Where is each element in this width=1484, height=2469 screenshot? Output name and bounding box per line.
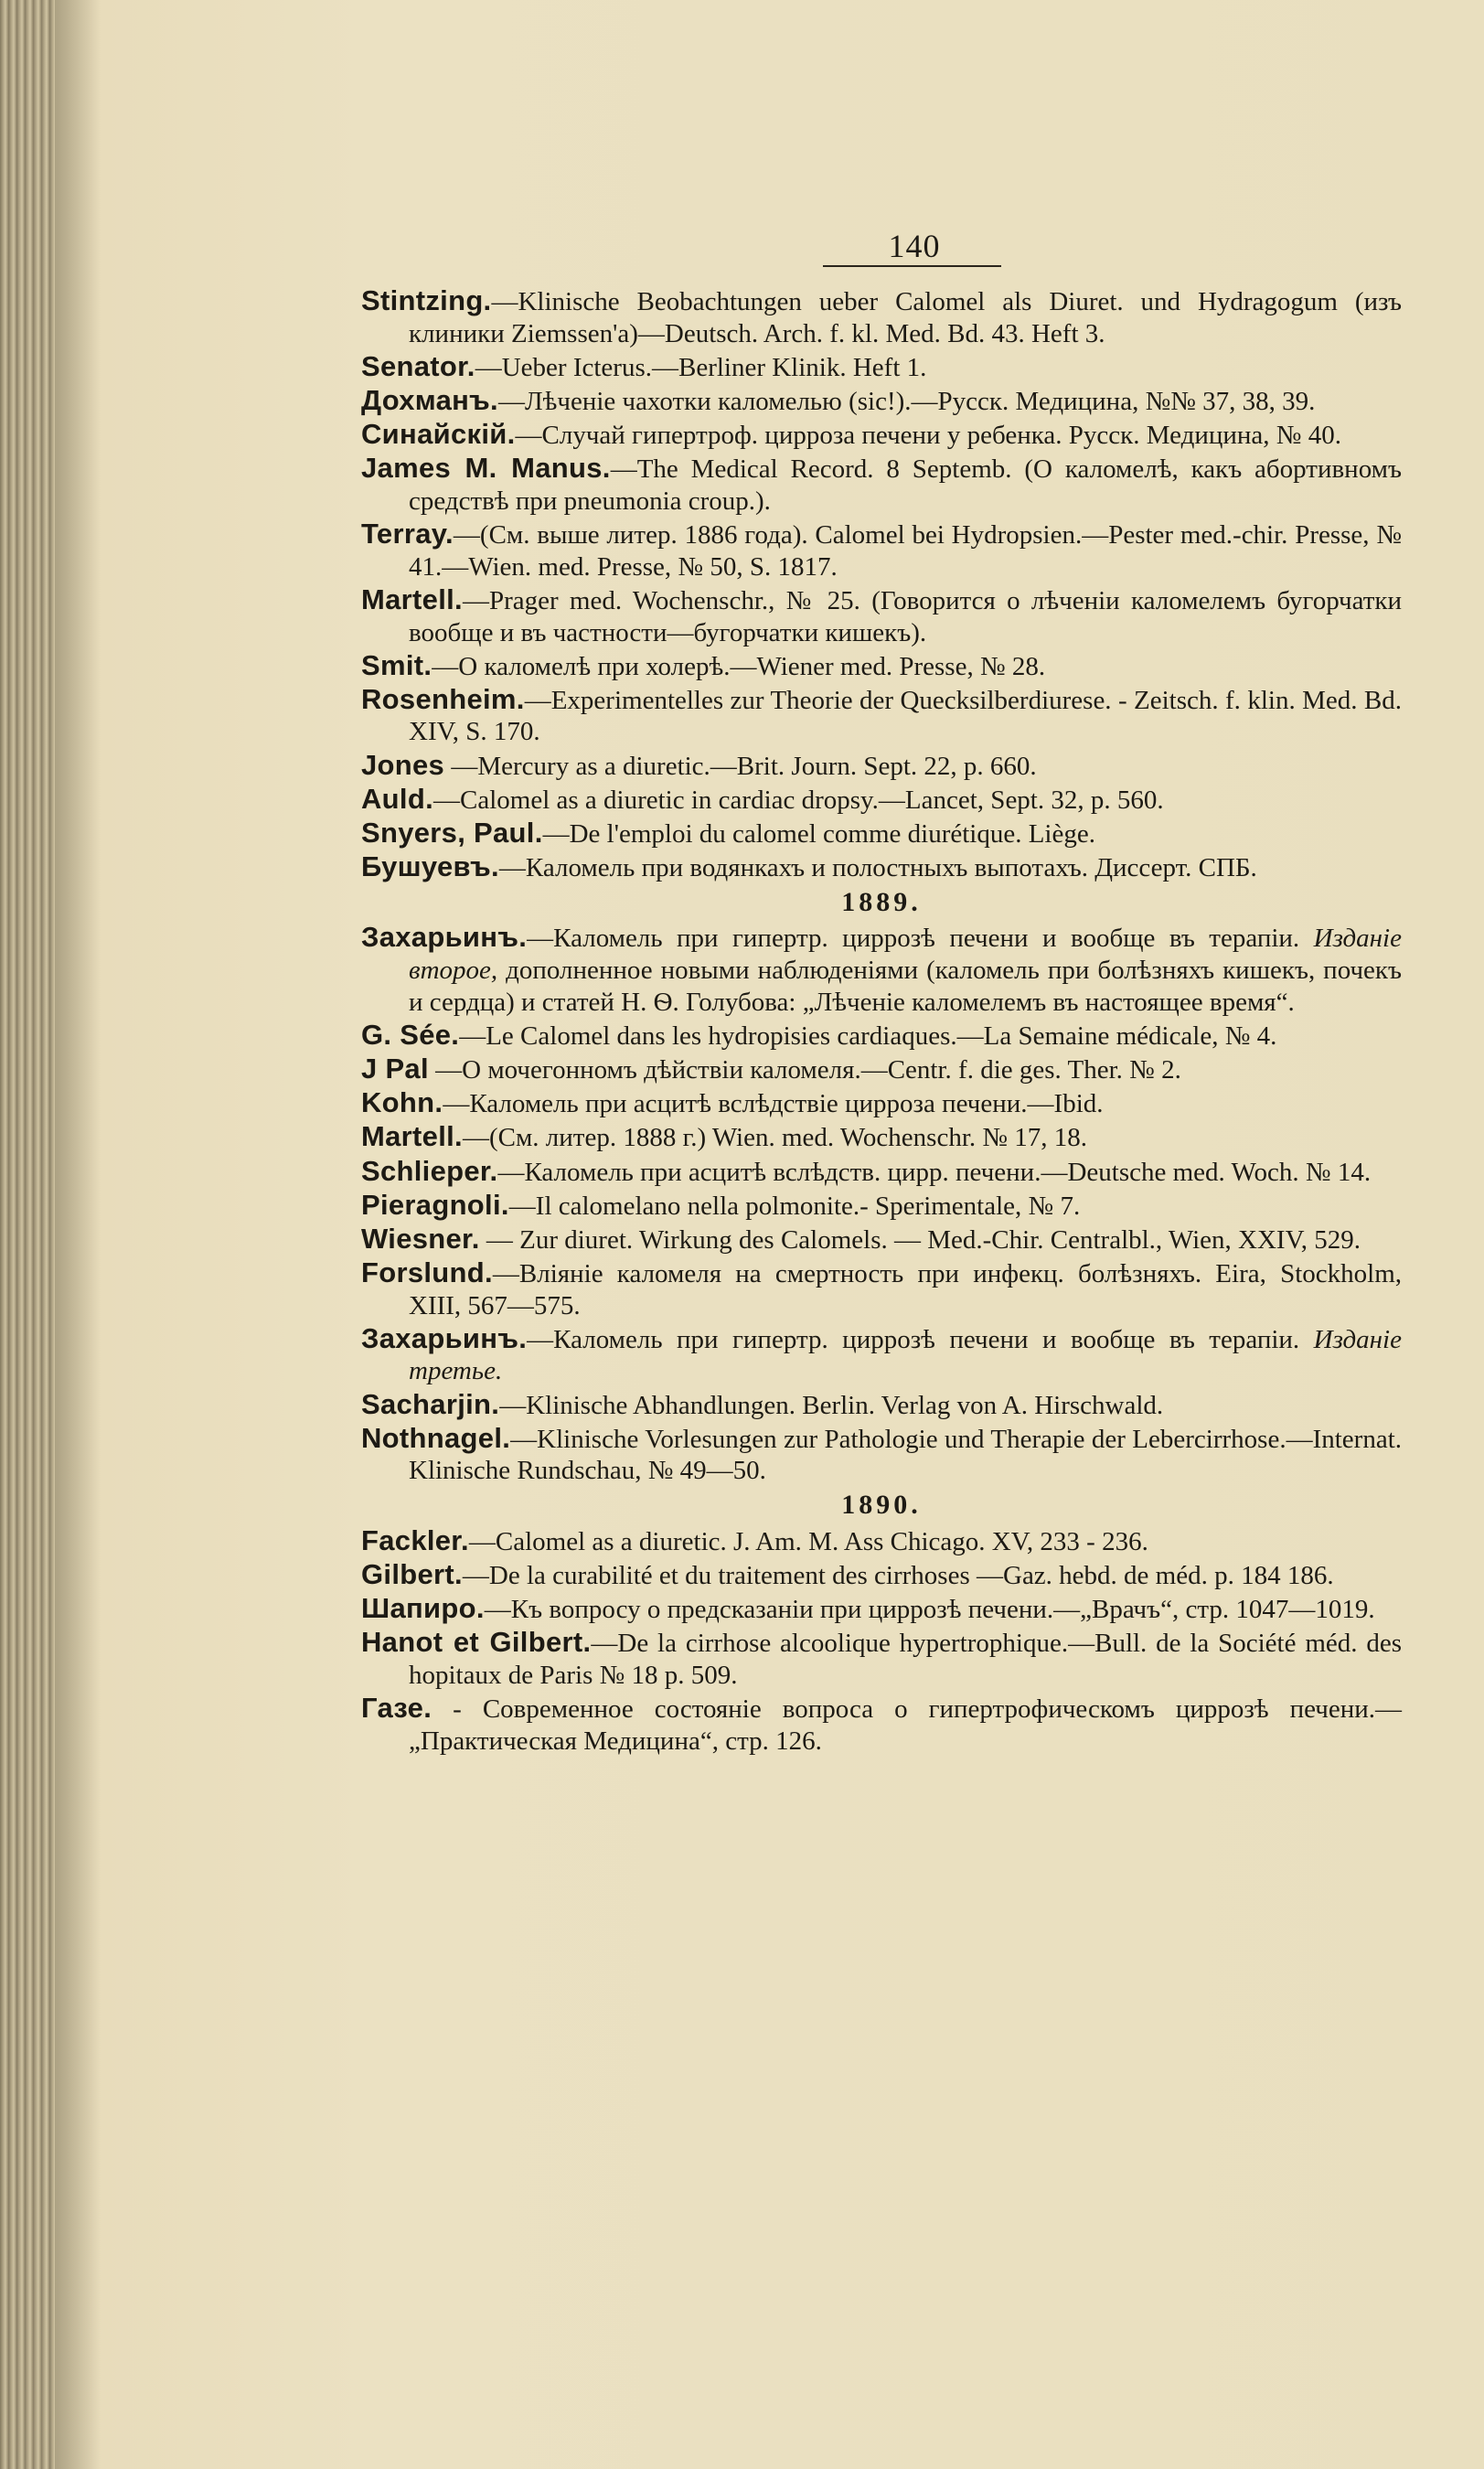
entry-text: —Calomel as a diuretic. J. Am. M. Ass Chicago. XV, 233 - 236. [468, 1526, 1148, 1556]
author-name: Jones [361, 748, 445, 781]
author-name: Martell. [361, 583, 463, 615]
entry-text: —Ueber Icterus.—Berliner Klinik. Heft 1. [475, 352, 927, 382]
bibliography-entry [361, 1020, 1402, 1053]
entry-text: —Каломель при гипертр. циррозѣ печени и вообще въ терапіи. [527, 924, 1314, 954]
entry-text: —О каломелѣ при холерѣ.—Wiener med. Presse, № 28. [432, 651, 1046, 681]
bibliography-entry [361, 1053, 1402, 1086]
entry-text: —The Medical Record. 8 Septemb. (О каломелѣ, какъ абортивномъ средствѣ при pneumonia croup.). [409, 454, 1402, 516]
author-name: Hanot et Gilbert. [361, 1626, 592, 1659]
entry-text: —Случай гипертроф. цирроза печени у ребенка. Русск. Медицина, № 40. [515, 421, 1341, 451]
bibliography-entry [361, 851, 1402, 884]
author-name: Rosenheim. [361, 682, 525, 715]
page-number-rule [823, 265, 1001, 267]
entry-text: —Klinische Beobachtungen ueber Calomel als Diuret. und Hydragogum (изъ клиники Ziemssen'a)—Deutsch. Arch. f. kl. Med. Bd. 43. Heft 3. [409, 287, 1402, 348]
author-name: Бушуевъ. [361, 850, 499, 883]
author-name: Синайскій. [361, 418, 516, 451]
entry-text: —Il calomelano nella polmonite.- Sperimentale, № 7. [508, 1191, 1081, 1221]
bibliography-entry [361, 1593, 1402, 1626]
bibliography-entry [361, 285, 1402, 349]
bibliography-entry [361, 1087, 1402, 1120]
bibliography-entry [361, 684, 1402, 748]
bibliography-entry [361, 1389, 1402, 1422]
entry-text: —Calomel as a diuretic in cardiac dropsy.—Lancet, Sept. 32, p. 560. [433, 785, 1164, 815]
entry-text: —De la curabilité et du traitement des cirrhoses —Gaz. hebd. de méd. p. 184 186. [462, 1560, 1334, 1590]
bibliography-entry [361, 584, 1402, 648]
entry-text: —О мочегонномъ дѣйствіи каломеля.—Centr. f. die ges. Ther. № 2. [428, 1054, 1181, 1085]
bibliography-entry [361, 518, 1402, 583]
book-binding [0, 0, 55, 2469]
author-name: Sacharjin. [361, 1387, 500, 1420]
author-name: Kohn. [361, 1086, 443, 1119]
author-name: Nothnagel. [361, 1421, 511, 1454]
bibliography-entry [361, 1423, 1402, 1487]
year-heading-1890: 1890. [841, 1490, 922, 1521]
bibliography-entry [361, 1257, 1402, 1321]
bibliography-entry [361, 922, 1402, 1018]
entry-text: —Лѣченіе чахотки каломелью (sic!).—Русск. Медицина, №№ 37, 38, 39. [497, 386, 1316, 416]
bibliography-entry [361, 750, 1402, 783]
author-name: Senator. [361, 349, 475, 382]
author-name: Fackler. [361, 1523, 469, 1556]
year-heading-1889: 1889. [841, 886, 922, 917]
author-name: Wiesner. [361, 1222, 480, 1255]
entry-text: —Каломель при водянкахъ и полостныхъ выпотахъ. Диссерт. СПБ. [498, 853, 1257, 883]
author-name: Захарьинъ. [361, 1321, 528, 1354]
bibliography-entry [361, 1627, 1402, 1691]
entry-text: —Каломель при асцитѣ вслѣдств. цирр. печени.—Deutsche med. Woch. № 14. [497, 1157, 1372, 1187]
bibliography-entry [361, 385, 1402, 418]
entry-text: —Каломель при гипертр. циррозѣ печени и вообще въ терапіи. [527, 1324, 1314, 1354]
author-name: Snyers, Paul. [361, 817, 543, 850]
author-name: Auld. [361, 782, 433, 815]
bibliography-entry [361, 1323, 1402, 1387]
bibliography-entry [361, 453, 1402, 517]
author-name: Martell. [361, 1120, 463, 1153]
bibliography-entry [361, 1156, 1402, 1189]
entry-text: —Mercury as a diuretic.—Brit. Journ. Sept. 22, p. 660. [444, 751, 1037, 781]
author-name: Захарьинъ. [361, 921, 528, 954]
author-name: Gilbert. [361, 1557, 463, 1590]
bibliography-entry [361, 419, 1402, 452]
bibliography [361, 285, 1402, 1758]
bibliography-entry [361, 1559, 1402, 1592]
entry-text: —Klinische Vorlesungen zur Pathologie und Therapie der Lebercirrhose.—Internat. Klinische Rundschau, № 49—50. [409, 1424, 1402, 1486]
entry-text: —Klinische Abhandlungen. Berlin. Verlag von A. Hirschwald. [499, 1390, 1164, 1420]
author-name: Forslund. [361, 1256, 493, 1289]
entry-text: —Къ вопросу о предсказаніи при циррозѣ печени.—„Врачъ“, стр. 1047—1019. [484, 1595, 1375, 1624]
entry-text: —Le Calomel dans les hydropisies cardiaques.—La Semaine médicale, № 4. [459, 1021, 1277, 1051]
entry-text: —Prager med. Wochenschr., № 25. (Говорится о лѣченіи каломелемъ бугорчатки вообще и въ частности—бугорчатки кишекъ). [409, 585, 1402, 647]
author-name: G. Sée. [361, 1018, 460, 1051]
author-name: Газе. [361, 1691, 432, 1724]
author-name: Terray. [361, 518, 454, 550]
author-name: Stintzing. [361, 284, 492, 316]
entry-text: —(См. литер. 1888 г.) Wien. med. Wochenschr. № 17, 18. [462, 1123, 1088, 1153]
entry-text: —Каломель при асцитѣ вслѣдствіе цирроза печени.—Ibid. [443, 1089, 1104, 1119]
bibliography-entry [361, 784, 1402, 817]
entry-text: —(См. выше литер. 1886 года). Calomel bei Hydropsien.—Pester med.-chir. Presse, № 41.—Wien. med. Presse, № 50, S. 1817. [409, 520, 1402, 582]
entry-edition-italic: Изданіе третье. [409, 1324, 1402, 1386]
entry-text: —Вліяніе каломеля на смертность при инфекц. болѣзняхъ. Eira, Stockholm, XIII, 567—575. [409, 1259, 1402, 1320]
author-name: Шапиро. [361, 1592, 485, 1624]
author-name: James M. Manus. [361, 452, 611, 485]
bibliography-entry [361, 351, 1402, 384]
entry-text: — Zur diuret. Wirkung des Calomels. — Med.-Chir. Centralbl., Wien, XXIV, 529. [479, 1224, 1361, 1255]
author-name: Smit. [361, 648, 432, 681]
entry-text: - Современное состояніе вопроса о гипертрофическомъ циррозѣ печени.—„Практическая Медицина“, стр. 126. [409, 1694, 1402, 1756]
bibliography-entry [361, 650, 1402, 683]
author-name: Pieragnoli. [361, 1188, 509, 1221]
bibliography-entry [361, 1224, 1402, 1256]
entry-text-continued: дополненное новыми наблюденіями (каломель при болѣзняхъ кишекъ, почекъ и сердца) и статей Н. Ѳ. Голубова: „Лѣченіе каломелемъ въ настоящее время“. [409, 956, 1402, 1017]
entry-text: —De l'emploi du calomel comme diurétique. Liège. [542, 819, 1095, 850]
entry-edition-italic: Изданіе второе, [409, 924, 1402, 985]
author-name: Дохманъ. [361, 383, 498, 416]
bibliography-entry [361, 1121, 1402, 1154]
page-number: 140 [888, 228, 941, 264]
bibliography-entry [361, 1190, 1402, 1223]
author-name: J Pal [361, 1052, 429, 1085]
entry-text: —Experimentelles zur Theorie der Quecksilberdiurese. - Zeitsch. f. klin. Med. Bd. XIV, S. 170. [409, 685, 1402, 747]
bibliography-entry [361, 1525, 1402, 1558]
author-name: Schlieper. [361, 1154, 498, 1187]
binding-shadow [55, 0, 101, 2469]
entry-text: —De la cirrhose alcoolique hypertrophique.—Bull. de la Société méd. des hopitaux de Paris № 18 p. 509. [409, 1629, 1402, 1690]
bibliography-entry [361, 1693, 1402, 1757]
bibliography-entry [361, 818, 1402, 850]
